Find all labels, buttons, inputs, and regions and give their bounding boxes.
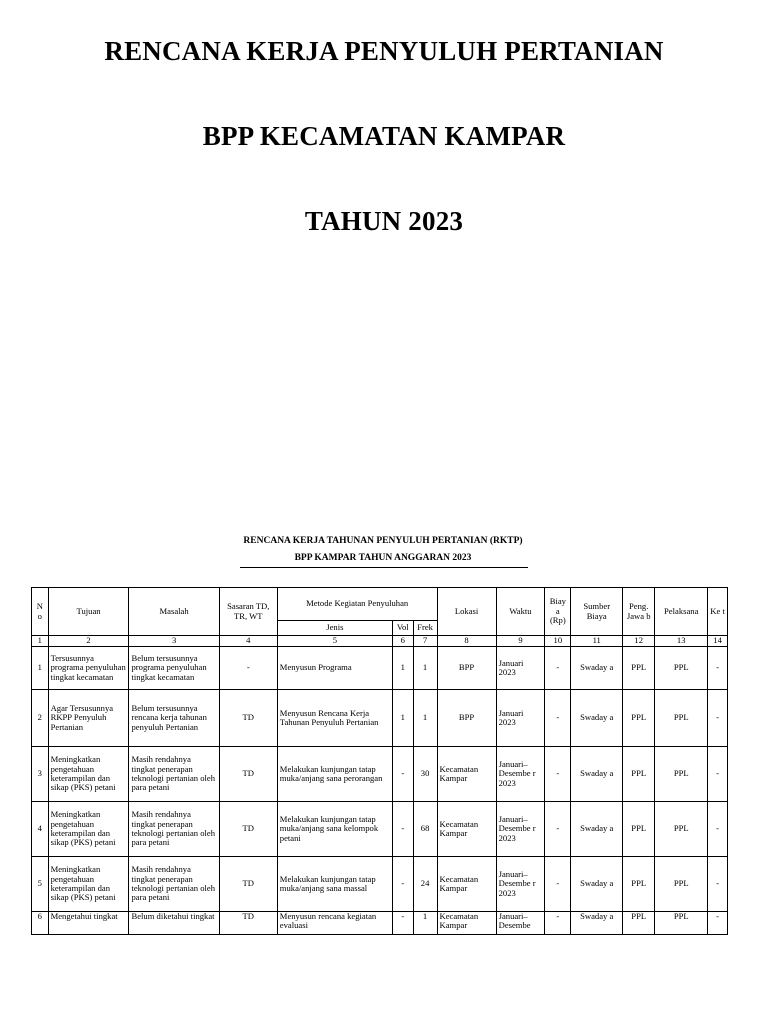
- header-vol: Vol: [392, 621, 413, 636]
- doc-title-line-2: BPP KECAMATAN KAMPAR: [202, 121, 566, 151]
- cell-sasaran: TD: [219, 857, 277, 912]
- cell-jenis: Melakukan kunjungan tatap muka/anjang sana massal: [277, 857, 392, 912]
- table-row: [32, 802, 728, 857]
- cell-jenis: Menyusun Rencana Kerja Tahunan Penyuluh Pertanian: [277, 690, 392, 747]
- cell-pj: PPL: [623, 912, 655, 935]
- table-row: [32, 647, 728, 690]
- cell-pelaksana: PPL: [655, 747, 708, 802]
- doc-title-line-1: RENCANA KERJA PENYULUH PERTANIAN: [104, 36, 664, 66]
- column-number-row: [32, 636, 728, 647]
- cell-sasaran: TD: [219, 912, 277, 935]
- cell-lokasi: BPP: [437, 690, 496, 747]
- cell-sumber: Swaday a: [571, 747, 623, 802]
- header-sumber: Sumber Biaya: [571, 588, 623, 636]
- col-number: 6: [392, 636, 413, 647]
- cell-ket: -: [708, 802, 728, 857]
- cell-jenis: Menyusun rencana kegiatan evaluasi: [277, 912, 392, 935]
- doc-title-line-3: TAHUN 2023: [304, 206, 464, 236]
- cell-waktu: Januari–Desembe: [496, 912, 545, 935]
- cell-sumber: Swaday a: [571, 690, 623, 747]
- cell-pj: PPL: [623, 747, 655, 802]
- cell-lokasi: BPP: [437, 647, 496, 690]
- cell-pj: PPL: [623, 647, 655, 690]
- cell-no: 2: [32, 690, 49, 747]
- header-no: N o: [32, 588, 49, 636]
- cell-tujuan: Meningkatkan pengetahuan keterampilan dan sikap (PKS) petani: [48, 857, 129, 912]
- cell-vol: -: [392, 747, 413, 802]
- cell-frek: 68: [413, 802, 437, 857]
- cell-sasaran: -: [219, 647, 277, 690]
- header-pelaksana: Pelaksana: [655, 588, 708, 636]
- cell-sumber: Swaday a: [571, 647, 623, 690]
- cell-ket: -: [708, 747, 728, 802]
- col-number: 9: [496, 636, 545, 647]
- cell-frek: 1: [413, 690, 437, 747]
- cell-lokasi: Kecamatan Kampar: [437, 857, 496, 912]
- cell-tujuan: Meningkatkan pengetahuan keterampilan dan sikap (PKS) petani: [48, 747, 129, 802]
- table-row: [32, 747, 728, 802]
- cell-no: 3: [32, 747, 49, 802]
- cell-jenis: Menyusun Programa: [277, 647, 392, 690]
- cell-biaya: -: [545, 647, 571, 690]
- cell-sasaran: TD: [219, 802, 277, 857]
- cell-masalah: Masih rendahnya tingkat penerapan teknologi pertanian oleh para petani: [129, 802, 219, 857]
- col-number: 4: [219, 636, 277, 647]
- table-row: [32, 690, 728, 747]
- col-number: 1: [32, 636, 49, 647]
- cell-sumber: Swaday a: [571, 802, 623, 857]
- cell-no: 5: [32, 857, 49, 912]
- cell-vol: 1: [392, 690, 413, 747]
- cell-vol: 1: [392, 647, 413, 690]
- cell-waktu: Januari–Desembe r 2023: [496, 802, 545, 857]
- table-title: RENCANA KERJA TAHUNAN PENYULUH PERTANIAN (RKTP): [243, 536, 523, 546]
- cell-lokasi: Kecamatan Kampar: [437, 747, 496, 802]
- header-pj: Peng. Jawa b: [623, 588, 655, 636]
- col-number: 14: [708, 636, 728, 647]
- cell-lokasi: Kecamatan Kampar: [437, 802, 496, 857]
- cell-lokasi: Kecamatan Kampar: [437, 912, 496, 935]
- col-number: 3: [129, 636, 219, 647]
- cell-masalah: Masih rendahnya tingkat penerapan teknologi pertanian oleh para petani: [129, 747, 219, 802]
- header-biaya: Biay a (Rp): [545, 588, 571, 636]
- cell-masalah: Belum tersusunnya programa penyuluhan tingkat kecamatan: [129, 647, 219, 690]
- cell-tujuan: Tersusunnya programa penyuluhan tingkat kecamatan: [48, 647, 129, 690]
- cell-ket: -: [708, 647, 728, 690]
- cell-pelaksana: PPL: [655, 802, 708, 857]
- table-subtitle: BPP KAMPAR TAHUN ANGGARAN 2023: [294, 553, 472, 563]
- cell-ket: -: [708, 690, 728, 747]
- cell-pj: PPL: [623, 857, 655, 912]
- cell-tujuan: Mengetahui tingkat: [48, 912, 129, 935]
- col-number: 12: [623, 636, 655, 647]
- header-jenis: Jenis: [277, 621, 392, 636]
- cell-waktu: Januari 2023: [496, 647, 545, 690]
- cell-pelaksana: PPL: [655, 912, 708, 935]
- table-header-row: [32, 588, 728, 621]
- col-number: 7: [413, 636, 437, 647]
- cell-tujuan: Meningkatkan pengetahuan keterampilan dan sikap (PKS) petani: [48, 802, 129, 857]
- cell-no: 6: [32, 912, 49, 935]
- cell-pelaksana: PPL: [655, 647, 708, 690]
- cell-masalah: Belum tersusunnya rencana kerja tahunan penyuluh Pertanian: [129, 690, 219, 747]
- cell-waktu: Januari 2023: [496, 690, 545, 747]
- cell-no: 1: [32, 647, 49, 690]
- rktp-table: [31, 587, 728, 935]
- cell-frek: 1: [413, 647, 437, 690]
- header-sasaran: Sasaran TD, TR, WT: [219, 588, 277, 636]
- col-number: 13: [655, 636, 708, 647]
- cell-masalah: Belum diketahui tingkat: [129, 912, 219, 935]
- cell-pelaksana: PPL: [655, 690, 708, 747]
- header-lokasi: Lokasi: [437, 588, 496, 636]
- header-waktu: Waktu: [496, 588, 545, 636]
- cell-pj: PPL: [623, 690, 655, 747]
- cell-biaya: -: [545, 857, 571, 912]
- cell-biaya: -: [545, 912, 571, 935]
- header-frek: Frek: [413, 621, 437, 636]
- cell-vol: -: [392, 857, 413, 912]
- col-number: 2: [48, 636, 129, 647]
- cell-vol: -: [392, 802, 413, 857]
- col-number: 10: [545, 636, 571, 647]
- col-number: 11: [571, 636, 623, 647]
- col-number: 5: [277, 636, 392, 647]
- cell-masalah: Masih rendahnya tingkat penerapan teknologi pertanian oleh para petani: [129, 857, 219, 912]
- table-row: [32, 912, 728, 935]
- cell-sasaran: TD: [219, 747, 277, 802]
- cell-ket: -: [708, 912, 728, 935]
- cell-biaya: -: [545, 690, 571, 747]
- cell-jenis: Melakukan kunjungan tatap muka/anjang sana perorangan: [277, 747, 392, 802]
- cell-ket: -: [708, 857, 728, 912]
- cell-jenis: Melakukan kunjungan tatap muka/anjang sana kelompok petani: [277, 802, 392, 857]
- cell-sumber: Swaday a: [571, 912, 623, 935]
- cell-pj: PPL: [623, 802, 655, 857]
- cell-sasaran: TD: [219, 690, 277, 747]
- cell-biaya: -: [545, 747, 571, 802]
- cell-frek: 30: [413, 747, 437, 802]
- cell-biaya: -: [545, 802, 571, 857]
- cell-no: 4: [32, 802, 49, 857]
- cell-frek: 1: [413, 912, 437, 935]
- cell-sumber: Swaday a: [571, 857, 623, 912]
- table-row: [32, 857, 728, 912]
- cell-tujuan: Agar Tersusunnya RKPP Penyuluh Pertanian: [48, 690, 129, 747]
- header-metode: Metode Kegiatan Penyuluhan: [277, 588, 437, 621]
- header-masalah: Masalah: [129, 588, 219, 636]
- col-number: 8: [437, 636, 496, 647]
- cell-vol: -: [392, 912, 413, 935]
- subtitle-underline: [240, 567, 528, 568]
- header-ket: Ke t: [708, 588, 728, 636]
- cell-pelaksana: PPL: [655, 857, 708, 912]
- header-tujuan: Tujuan: [48, 588, 129, 636]
- cell-waktu: Januari–Desembe r 2023: [496, 747, 545, 802]
- cell-waktu: Januari–Desembe r 2023: [496, 857, 545, 912]
- cell-frek: 24: [413, 857, 437, 912]
